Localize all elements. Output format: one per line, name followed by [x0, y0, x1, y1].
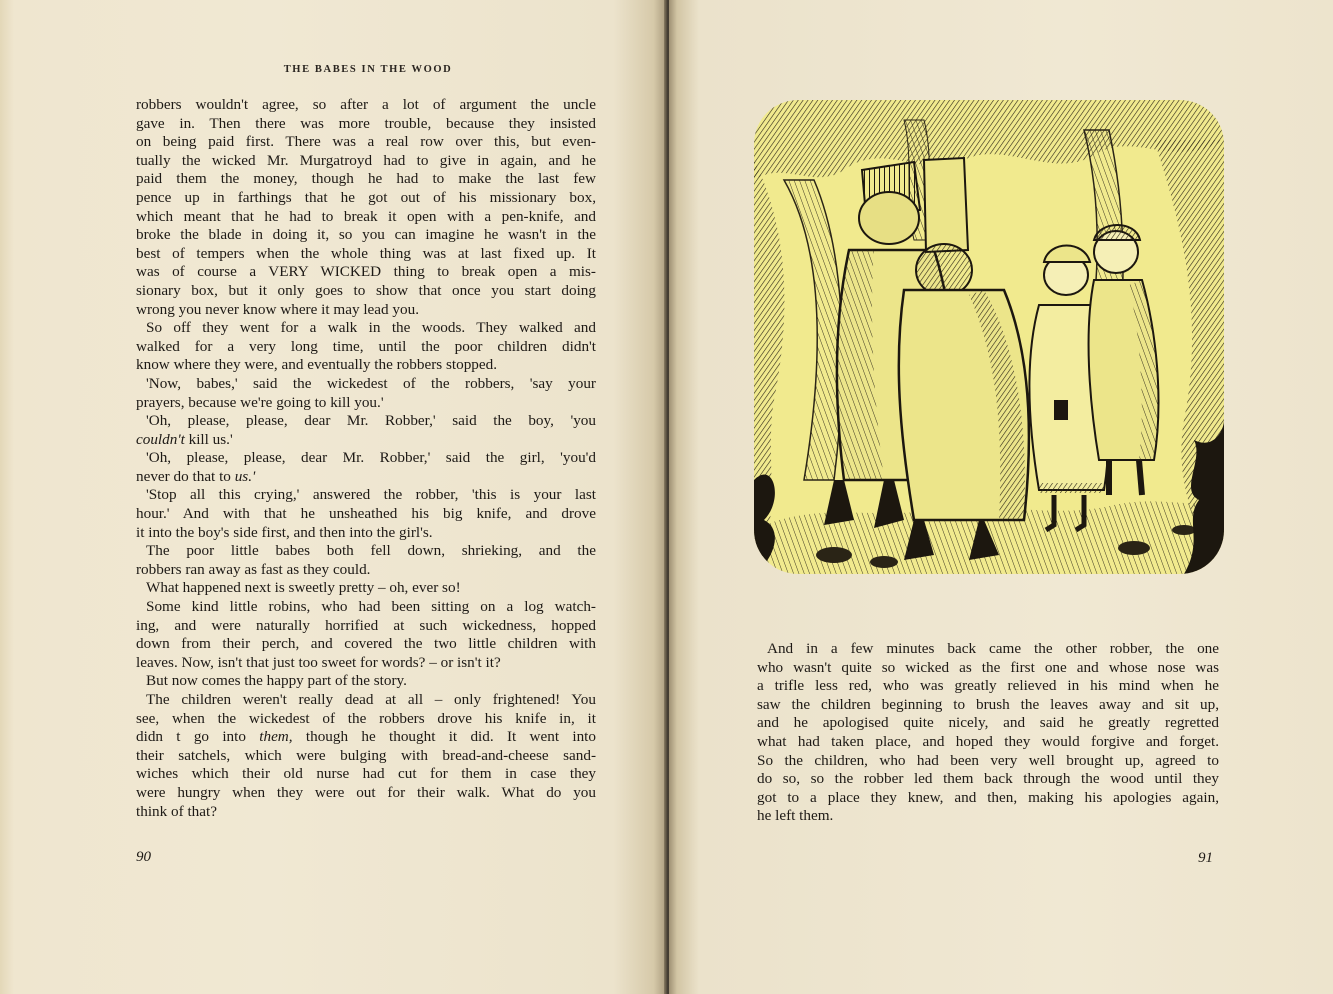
text-line: robbers ran away as fast as they could.	[136, 560, 371, 578]
text-line: tually the wicked Mr. Murgatroyd had to give in again, and he	[136, 151, 596, 169]
text-line: know where they were, and eventually the robbers stopped.	[136, 356, 498, 374]
text-line: saw the children beginning to brush the leaves away and sit up,	[757, 695, 1219, 713]
text-line: were hungry when they were out for their walk. What do you	[136, 783, 596, 801]
right-page-text	[757, 640, 1219, 826]
text-line: 'Stop all this crying,' answered the robber, 'this is your last	[146, 486, 596, 504]
text-line: and he apologised quite nicely, and said he greatly regretted	[757, 714, 1219, 732]
text-line: on being paid first. There was a real row over this, but even-	[136, 133, 596, 151]
text-line: ing, and were naturally horrified at such wickedness, hopped	[136, 616, 596, 634]
text-line: sionary box, but it only goes to show that once you start doing	[136, 281, 596, 299]
text-line: think of that?	[136, 802, 217, 820]
text-line: So the children, who had been very well brought up, agreed to	[757, 751, 1219, 769]
text-line: was of course a VERY WICKED thing to break open a mis-	[136, 263, 596, 281]
text-line: didn t go into them, though he thought it did. It went into	[136, 728, 596, 746]
text-line: hour.' And with that he unsheathed his big knife, and drove	[136, 505, 596, 523]
text-line: 'Oh, please, please, dear Mr. Robber,' said the girl, 'you'd	[146, 449, 596, 467]
text-line: their satchels, which were bulging with bread-and-cheese sand-	[136, 746, 596, 764]
running-head: THE BABES IN THE WOOD	[283, 64, 453, 75]
text-line: got to a place they knew, and then, making his apologies again,	[757, 788, 1219, 806]
text-line: And in a few minutes back came the other robber, the one	[767, 640, 1219, 657]
text-line: So off they went for a walk in the woods. They walked and	[146, 319, 596, 337]
text-line: 'Oh, please, please, dear Mr. Robber,' said the boy, 'you	[146, 412, 596, 430]
text-line: which meant that he had to break it open with a pen-knife, and	[136, 207, 596, 225]
text-line: wrong you never know where it may lead you.	[136, 300, 420, 318]
text-line: The children weren't really dead at all – only frightened! You	[146, 691, 596, 708]
text-line: do so, so the robber led them back through the wood until they	[757, 770, 1219, 788]
text-line: a trifle less red, who was greatly relieved in his mind when he	[757, 677, 1219, 695]
left-page-text	[136, 96, 596, 821]
right-page-number: 91	[1198, 850, 1213, 866]
text-line: he left them.	[757, 807, 834, 825]
text-line: Some kind little robins, who had been sitting on a log watch-	[146, 598, 596, 616]
text-line: what had taken place, and hoped they would forgive and forget.	[757, 732, 1219, 750]
text-line: leaves. Now, isn't that just too sweet for words? – or isn't it?	[136, 653, 501, 671]
text-line: What happened next is sweetly pretty – oh, ever so!	[146, 579, 461, 597]
text-line: broke the blade in doing it, so you can imagine he wasn't in the	[136, 226, 596, 244]
text-line: see, when the wickedest of the robbers drove his knife in, it	[136, 709, 596, 727]
woodland-illustration	[754, 100, 1224, 574]
text-line: prayers, because we're going to kill you.'	[136, 393, 384, 411]
text-line: couldn't kill us.'	[136, 430, 233, 448]
text-line: who wasn't quite so wicked as the first one and whose nose was	[757, 658, 1219, 676]
text-line: wiches which their old nurse had cut for them in case they	[136, 765, 596, 783]
text-line: The poor little babes both fell down, shrieking, and the	[146, 542, 596, 560]
left-page-number: 90	[136, 849, 151, 865]
text-line: never do that to us.'	[136, 467, 256, 485]
text-line: best of tempers when the whole thing was at last fixed up. It	[136, 244, 596, 262]
text-line: walked for a very long time, until the poor children didn't	[136, 337, 596, 355]
text-line: paid them the money, though he had to make the last few	[136, 170, 596, 188]
text-line: down from their perch, and covered the two little children with	[136, 635, 596, 653]
text-line: robbers wouldn't agree, so after a lot of argument the uncle	[136, 96, 596, 113]
text-line: gave in. Then there was more trouble, because they insisted	[136, 114, 596, 132]
text-line: it into the boy's side first, and then into the girl's.	[136, 523, 433, 541]
text-line: But now comes the happy part of the story.	[146, 672, 407, 690]
text-line: 'Now, babes,' said the wickedest of the robbers, 'say your	[146, 374, 596, 392]
text-line: pence up in farthings that he got out of his missionary box,	[136, 188, 596, 206]
